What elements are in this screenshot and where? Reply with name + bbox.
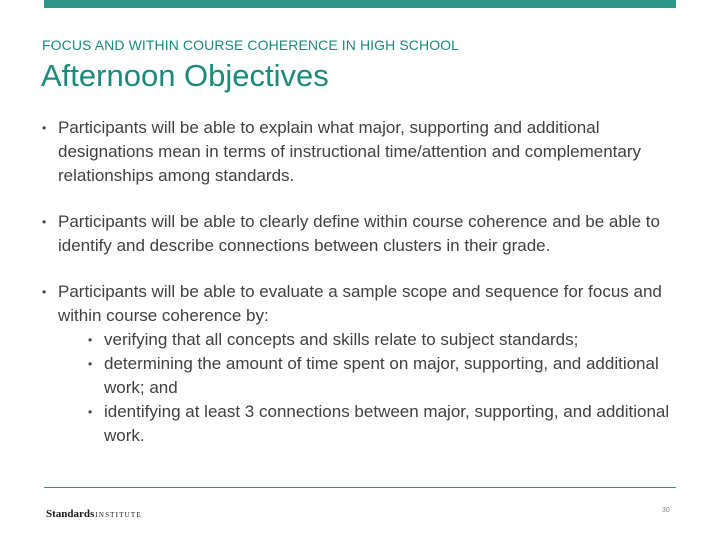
sub-objective-text: identifying at least 3 connections between major, supporting, and additional work. bbox=[104, 402, 670, 445]
objective-item bbox=[42, 280, 678, 328]
sub-objective-text: determining the amount of time spent on major, supporting, and additional work; and bbox=[104, 354, 659, 397]
logo-suffix-text: INSTITUTE bbox=[95, 511, 142, 519]
slide-subtitle: FOCUS AND WITHIN COURSE COHERENCE IN HIGH SCHOOL bbox=[42, 37, 460, 53]
sub-objective-item bbox=[42, 352, 678, 400]
sub-objective-item bbox=[42, 328, 678, 352]
bullet-icon: • bbox=[88, 357, 93, 371]
bullet-icon: • bbox=[42, 285, 47, 299]
bullet-icon: • bbox=[88, 405, 93, 419]
footer-divider bbox=[44, 487, 676, 488]
objective-item bbox=[42, 210, 678, 258]
slide-title: Afternoon Objectives bbox=[41, 58, 329, 93]
objectives-list bbox=[42, 116, 678, 448]
sub-objective-text: verifying that all concepts and skills relate to subject standards; bbox=[104, 330, 579, 349]
sub-objective-item bbox=[42, 400, 678, 448]
bullet-icon: • bbox=[42, 215, 47, 229]
top-accent-bar bbox=[44, 0, 676, 8]
objective-text: Participants will be able to clearly define within course coherence and be able to identify and describe connections between clusters in their grade. bbox=[58, 212, 660, 255]
logo-brand-text: Standards bbox=[46, 508, 95, 520]
objective-text: Participants will be able to explain what major, supporting and additional designations mean in terms of instructional time/attention and complementary relationships among standards. bbox=[58, 118, 642, 185]
page-number: 30 bbox=[662, 507, 670, 514]
standards-institute-logo bbox=[46, 504, 142, 522]
bullet-icon: • bbox=[42, 121, 47, 135]
objective-text: Participants will be able to evaluate a sample scope and sequence for focus and within course coherence by: bbox=[58, 282, 662, 325]
objective-item bbox=[42, 116, 678, 188]
sub-objectives-list bbox=[42, 328, 678, 448]
bullet-icon: • bbox=[88, 333, 93, 347]
